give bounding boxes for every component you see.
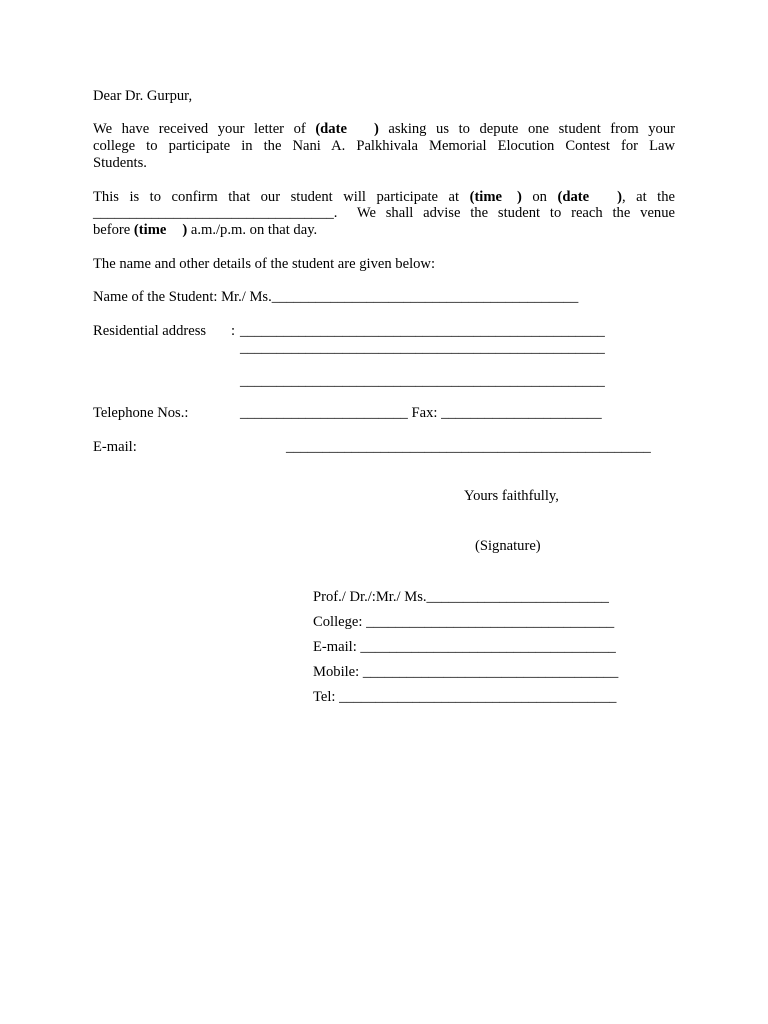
student-name-label: Name of the Student: Mr./ Ms. (93, 289, 272, 305)
paragraph-letter-received-line3: Students. (93, 155, 147, 171)
telephone-blank: _______________________ (240, 405, 408, 421)
paragraph-letter-received-line1 (93, 121, 675, 138)
student-name-row (93, 289, 578, 306)
telephone-label: Telephone Nos.: (93, 405, 189, 421)
p1-text-a: We have received your letter of (93, 121, 316, 137)
sender-mobile-blank: ___________________________________ (362, 664, 619, 680)
p2-text-on: on (521, 189, 558, 205)
closing-yours-faithfully: Yours faithfully, (464, 488, 559, 504)
email-blank: __________________________________________________ (286, 439, 651, 455)
time-placeholder-close: ) (182, 222, 188, 238)
sender-mobile-label: Mobile: (313, 664, 363, 680)
date-placeholder: (date (315, 121, 347, 137)
paragraph-details-intro: The name and other details of the student are given below: (93, 256, 436, 272)
sender-email-label: E-mail: (313, 639, 361, 655)
time-placeholder: (time (469, 189, 502, 205)
paragraph-letter-received-line2: college to participate in the Nani A. Palkhivala Memorial Elocution Contest for Law (93, 138, 675, 154)
salutation: Dear Dr. Gurpur, (93, 88, 193, 104)
paragraph-confirmation-line2 (93, 205, 675, 222)
residential-address-colon: : (231, 323, 236, 339)
p2-ampm-text: a.m./p.m. on that day. (187, 222, 318, 238)
sender-college-blank: __________________________________ (366, 614, 615, 630)
fax-label: Fax: (407, 405, 442, 421)
sender-name-blank: _________________________ (426, 589, 609, 605)
sender-tel-row (313, 689, 616, 706)
date-placeholder-close: ) (373, 121, 379, 137)
sender-email-blank: ___________________________________ (360, 639, 616, 655)
signature-placeholder: (Signature) (475, 538, 541, 554)
p2-text-a: This is to confirm that our student will participate at (93, 189, 470, 205)
date-placeholder-close: ) (617, 189, 622, 205)
fax-blank: ______________________ (441, 405, 602, 421)
sender-tel-blank: ______________________________________ (339, 689, 617, 705)
sender-mobile-row (313, 664, 618, 681)
p2-venue-text: We shall advise the student to reach the venue (337, 205, 675, 221)
paragraph-confirmation-line1 (93, 189, 675, 206)
student-name-blank: __________________________________________ (271, 289, 579, 305)
telephone-fax-row (240, 405, 602, 422)
residential-address-label: Residential address (93, 323, 207, 339)
time-placeholder-close: ) (517, 189, 522, 205)
paragraph-confirmation-line3 (93, 222, 317, 239)
email-label: E-mail: (93, 439, 137, 455)
sender-college-label: College: (313, 614, 367, 630)
address-line-3-blank: __________________________________________________ (240, 373, 605, 389)
sender-email-row (313, 639, 616, 656)
sender-college-row (313, 614, 614, 631)
address-line-1-blank: __________________________________________________ (240, 323, 605, 339)
address-line-2-blank: __________________________________________________ (240, 340, 605, 356)
p1-text-d: asking us to depute one student from your (378, 121, 675, 137)
sender-tel-label: Tel: (313, 689, 340, 705)
time-placeholder: (time (133, 222, 167, 238)
sender-name-label: Prof./ Dr./:Mr./ Ms. (313, 589, 427, 605)
p2-before: before (93, 222, 134, 238)
venue-blank: _________________________________. (93, 205, 338, 221)
p2-text-g: , at the (621, 189, 676, 205)
sender-name-row (313, 589, 609, 606)
date-placeholder: (date (557, 189, 590, 205)
